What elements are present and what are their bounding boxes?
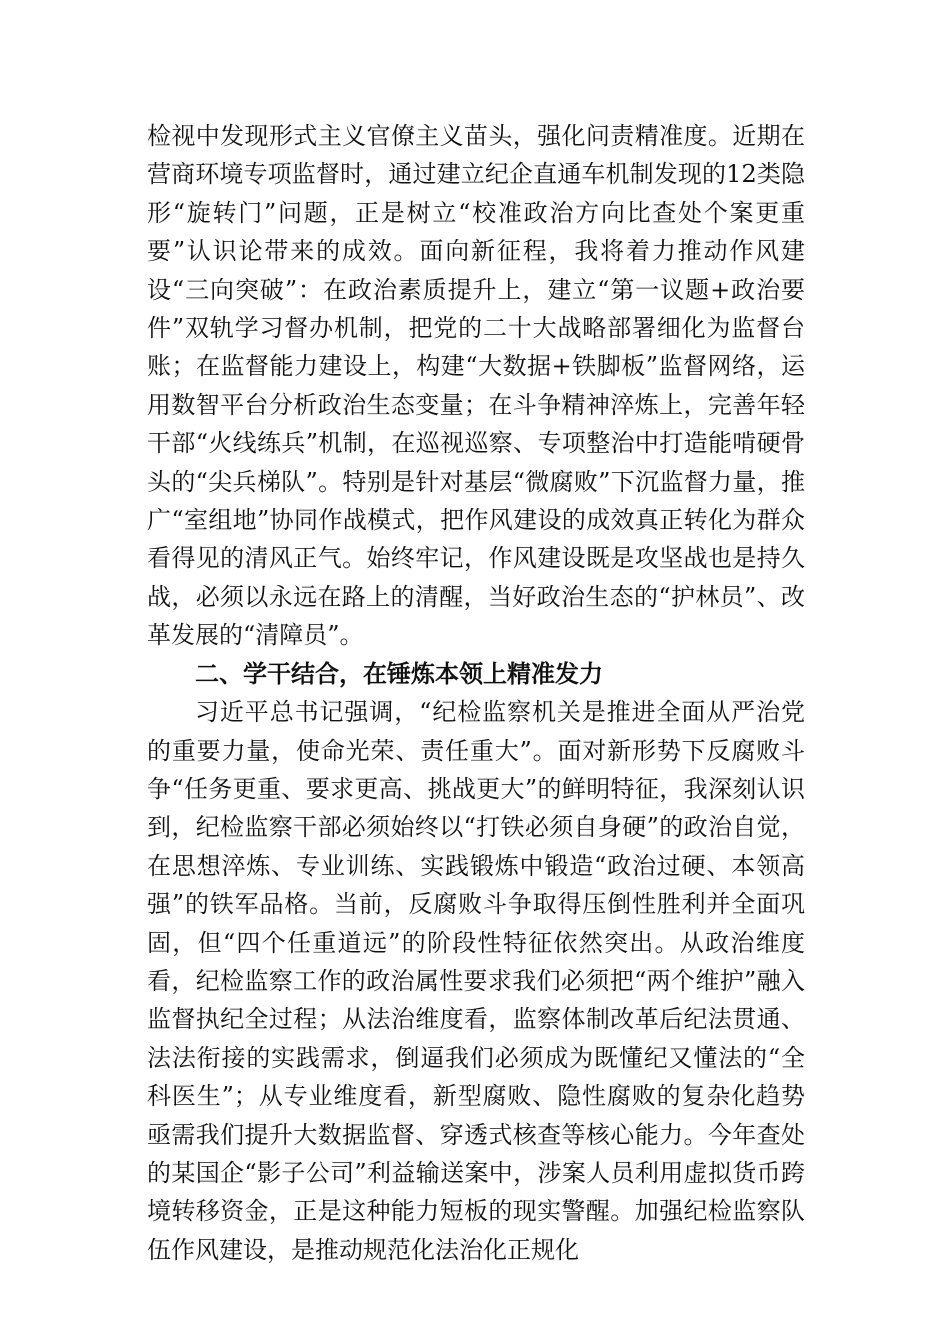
body-paragraph-continued: 检视中发现形式主义官僚主义苗头，强化问责精准度。近期在营商环境专项监督时，通过建立纪企直通车机制发现的12类隐形“旋转门”问题，正是树立“校准政治方向比查处个案更重要”认识论带来的成效。面向新征程，我将着力推动作风建设“三向突破”：在政治素质提升上，建立“第一议题+政治要件”双轨学习督办机制，把党的二十大战略部署细化为监督台账；在监督能力建设上，构建“大数据+铁脚板”监督网络，运用数智平台分析政治生态变量；在斗争精神淬炼上，完善年轻干部“火线练兵”机制，在巡视巡察、专项整治中打造能啃硬骨头的“尖兵梯队”。特别是针对基层“微腐败”下沉监督力量，推广“室组地”协同作战模式，把作风建设的成效真正转化为群众看得见的清风正气。始终牢记，作风建设既是攻坚战也是持久战，必须以永远在路上的清醒，当好政治生态的“护林员”、改革发展的“清障员”。 (147, 122, 805, 650)
body-paragraph: 习近平总书记强调，“纪检监察机关是推进全面从严治党的重要力量，使命光荣、责任重大”。面对新形势下反腐败斗争“任务更重、要求更高、挑战更大”的鲜明特征，我深刻认识到，纪检监察干部必须始终以“打铁必须自身硬”的政治自觉，在思想淬炼、专业训练、实践锻炼中锻造“政治过硬、本领高强”的铁军品格。当前，反腐败斗争取得压倒性胜利并全面巩固，但“四个任重道远”的阶段性特征依然突出。从政治维度看，纪检监察工作的政治属性要求我们必须把“两个维护”融入监督执纪全过程；从法治维度看，监察体制改革后纪法贯通、法法衔接的实践需求，倒逼我们必须成为既懂纪又懂法的“全科医生”；从专业维度看，新型腐败、隐性腐败的复杂化趋势亟需我们提升大数据监督、穿透式核查等核心能力。今年查处的某国企“影子公司”利益输送案中，涉案人员利用虚拟货币跨境转移资金，正是这种能力短板的现实警醒。加强纪检监察队伍作风建设，是推动规范化法治化正规化 (147, 698, 805, 1264)
section-heading: 二、学干结合，在锤炼本领上精准发力 (195, 659, 603, 688)
document-body (147, 117, 805, 1269)
